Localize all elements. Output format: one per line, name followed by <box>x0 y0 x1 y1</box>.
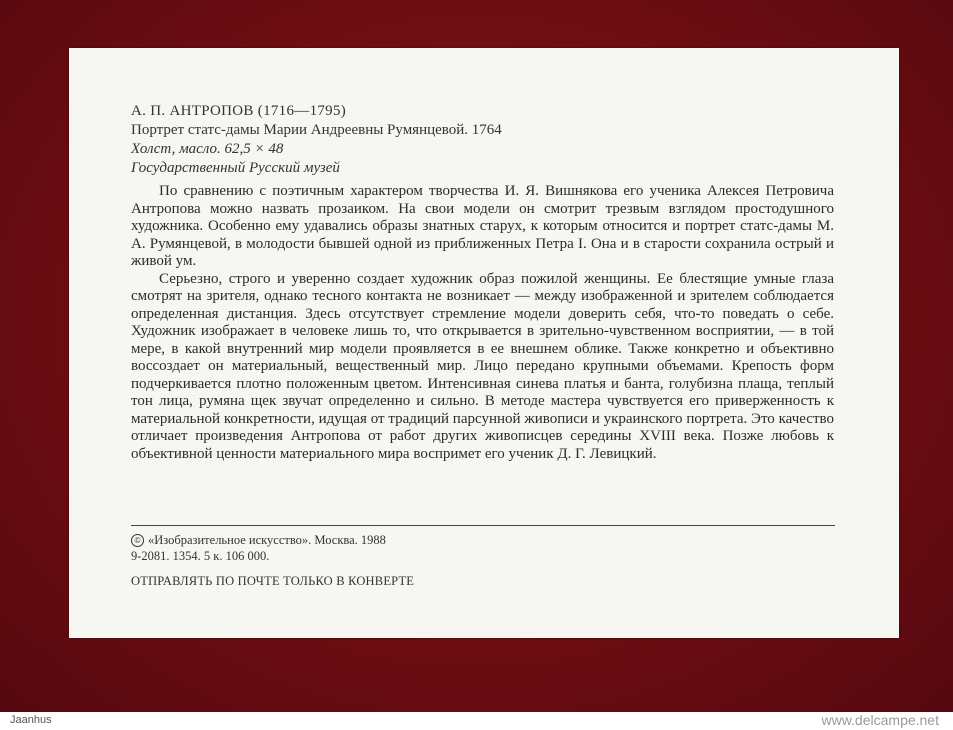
publisher-imprint <box>131 532 386 564</box>
artwork-medium: Холст, масло. 62,5 × 48 <box>131 141 284 157</box>
publisher-info: «Изобразительное искусство». Москва. 1988 <box>148 533 386 547</box>
artwork-caption <box>131 102 851 178</box>
artwork-title: Портрет статс-дамы Марии Андреевны Румянцевой. 1764 <box>131 122 502 138</box>
copyright-icon: © <box>131 534 144 547</box>
divider-line <box>131 525 835 526</box>
description-paragraph: По сравнению с поэтичным характером творчества И. Я. Вишнякова его ученика Алексея Петровича Антропова можно назвать прозаиком. На свои модели он смотрит трезвым взглядом простодушного художника. Особенно ему удавались образы знатных старух, к которым относится и портрет статс-дамы М. А. Румянцевой, в молодости бывшей одной из приближенных Петра I. Она и в старости сохранила острый и живой ум. <box>131 183 834 269</box>
description-paragraph: Серьезно, строго и уверенно создает художник образ пожилой женщины. Ее блестящие умные глаза смотрят на зрителя, однако тесного контакта не возникает — между изображенной и зрителем соблюдается определенная дистанция. Здесь отсутствует стремление модели доверить себя, что-то поведать о себе. Художник изображает в человеке лишь то, что открывается в зрительно-чувственном восприятии, — в той мере, в какой внутренний мир модели проявляется в ее внешнем облике. Также конкретно и объективно воссоздает он материальный, вещественный мир. Лицо передано крупными объемами. Крепость форм подчеркивается плотно положенным цветом. Интенсивная синева платья и банта, голубизна плаща, теплый тон лица, румяна щек звучат определенно и сильно. В методе мастера чувствуется его приверженность к материальной конкретности, идущая от традиций парсунной живописи и украинского портрета. Это качество отличает произведения Антропова от работ других живописцев середины XVIII века. Позже любовь к объективной ценности материального мира воспримет его ученик Д. Г. Левицкий. <box>131 270 834 462</box>
print-code: 9-2081. 1354. 5 к. 106 000. <box>131 549 270 563</box>
postcard <box>69 48 899 638</box>
watermark-bar <box>0 712 953 730</box>
artist-name: А. П. АНТРОПОВ (1716—1795) <box>131 103 347 119</box>
museum-name: Государственный Русский музей <box>131 160 340 176</box>
site-watermark: www.delcampe.net <box>821 712 939 728</box>
mailing-instruction: ОТПРАВЛЯТЬ ПО ПОЧТЕ ТОЛЬКО В КОНВЕРТЕ <box>131 574 415 588</box>
description-text <box>131 183 834 463</box>
seller-watermark: Jaanhus <box>10 714 52 726</box>
